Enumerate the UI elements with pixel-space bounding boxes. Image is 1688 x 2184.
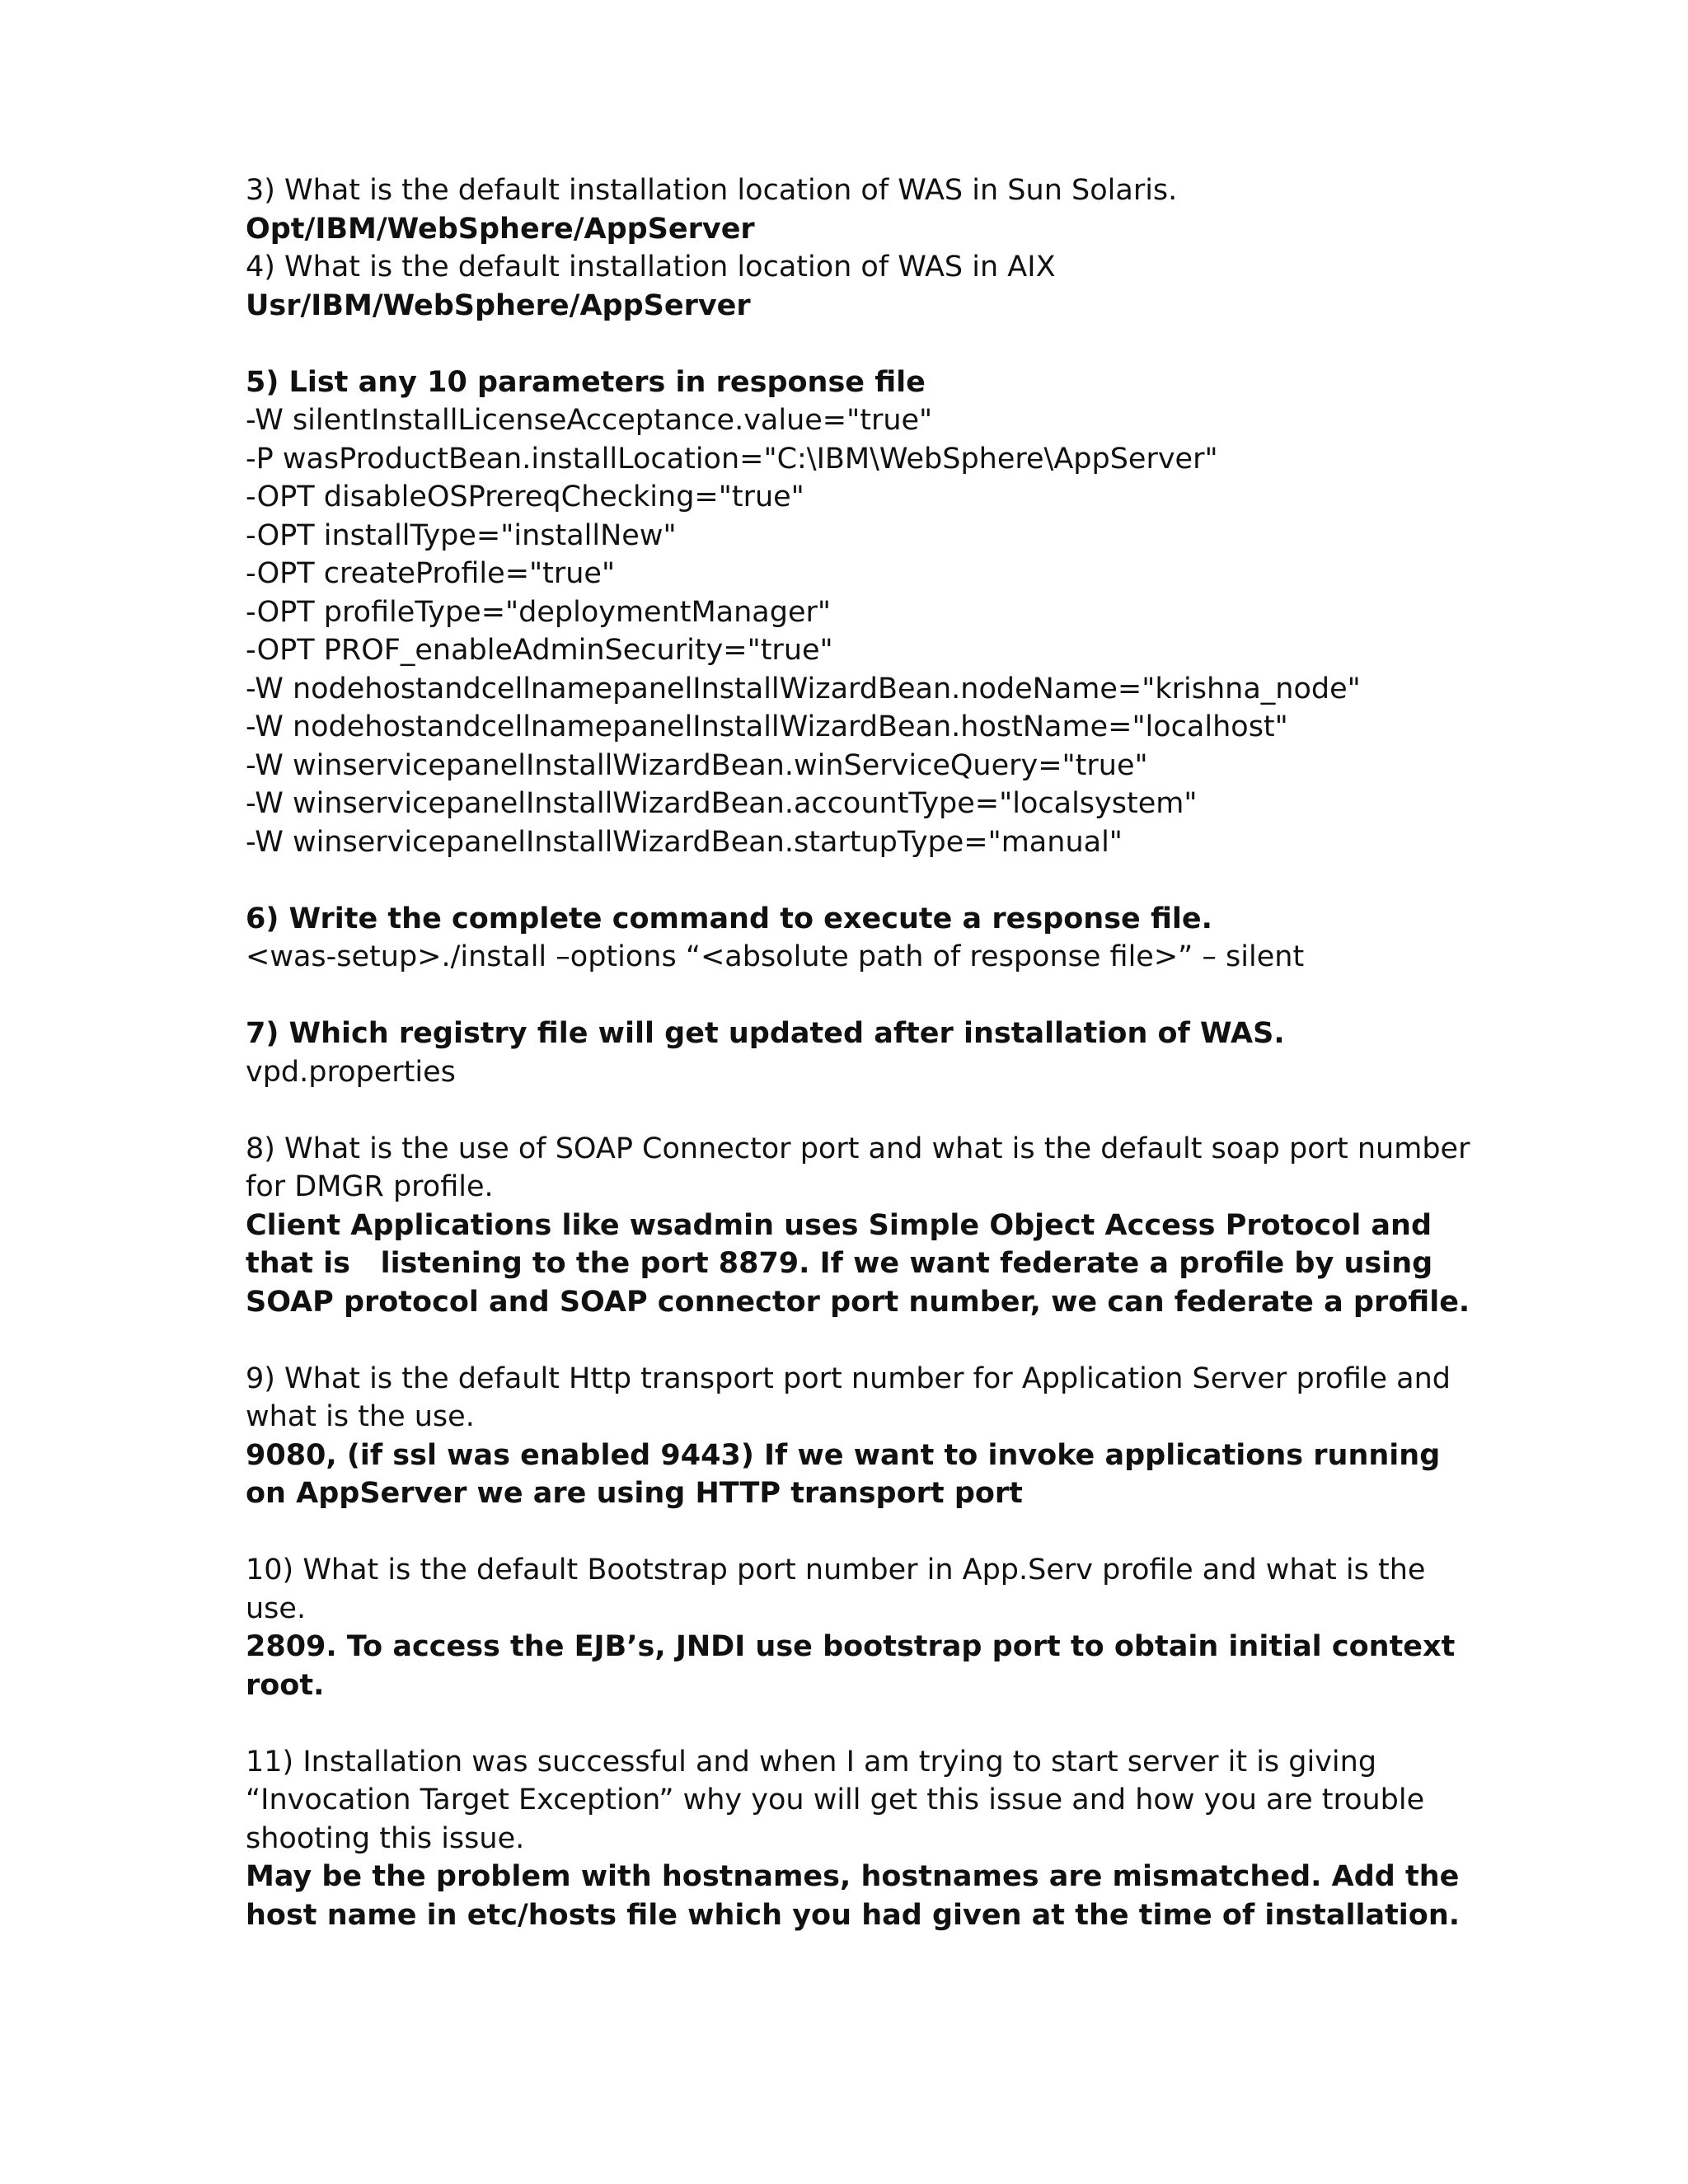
question-11-line: “Invocation Target Exception” why you will get this issue and how you are trouble — [246, 1783, 1425, 1816]
question-11-line: shooting this issue. — [246, 1821, 525, 1855]
question-7: 7) Which registry file will get updated after installation of WAS. — [246, 1017, 1285, 1050]
param-line: -W nodehostandcellnamepanelInstallWizardBean.nodeName="krishna_node" — [246, 672, 1361, 705]
param-line: -OPT profileType="deploymentManager" — [246, 595, 831, 629]
spacer — [246, 325, 1449, 363]
document-page — [246, 171, 1470, 1934]
answer-8-line: SOAP protocol and SOAP connector port number, we can federate a profile. — [246, 1285, 1470, 1319]
question-11-line: 11) Installation was successful and when I am trying to start server it is giving — [246, 1745, 1377, 1779]
question-10-line: 10) What is the default Bootstrap port number in App.Serv profile and what is the — [246, 1554, 1426, 1586]
answer-8-line: Client Applications like wsadmin uses Simple Object Access Protocol and — [246, 1208, 1432, 1242]
param-line: -P wasProductBean.installLocation="C:\IBM\WebSphere\AppServer" — [246, 442, 1218, 476]
answer-11-line: host name in etc/hosts file which you had given at the time of installation. — [246, 1898, 1461, 1932]
question-10-line: use. — [246, 1591, 307, 1625]
spacer — [246, 1513, 1449, 1552]
param-line: -OPT createProfile="true" — [246, 557, 616, 590]
answer-8-line: that is listening to the port 8879. If we want federate a profile by using — [246, 1247, 1433, 1280]
answer-9-line: 9080, (if ssl was enabled 9443) If we want to invoke applications running — [246, 1438, 1441, 1472]
spacer — [246, 977, 1449, 1015]
spacer — [246, 1704, 1449, 1743]
spacer — [246, 1321, 1449, 1360]
answer-10-line: root. — [246, 1668, 325, 1702]
question-3: 3) What is the default installation location of WAS in Sun Solaris. — [246, 174, 1178, 207]
question-9-line: what is the use. — [246, 1400, 475, 1433]
param-line: -W winservicepanelInstallWizardBean.accountType="localsystem" — [246, 787, 1198, 820]
param-line: -OPT PROF_enableAdminSecurity="true" — [246, 634, 833, 667]
spacer — [246, 861, 1449, 900]
param-line: -W silentInstallLicenseAcceptance.value="true" — [246, 404, 933, 437]
question-8-line: 8) What is the use of SOAP Connector port and what is the default soap port number — [246, 1132, 1470, 1165]
answer-7: vpd.properties — [246, 1055, 456, 1089]
param-line: -W winservicepanelInstallWizardBean.winServiceQuery="true" — [246, 748, 1148, 782]
question-4: 4) What is the default installation location of WAS in AIX — [246, 251, 1056, 284]
param-line: -OPT disableOSPrereqChecking="true" — [246, 480, 804, 513]
question-6: 6) Write the complete command to execute a response file. — [246, 902, 1212, 935]
param-line: -W nodehostandcellnamepanelInstallWizardBean.hostName="localhost" — [246, 710, 1288, 743]
answer-10-line: 2809. To access the EJB’s, JNDI use bootstrap port to obtain initial context — [246, 1630, 1456, 1663]
answer-3: Opt/IBM/WebSphere/AppServer — [246, 212, 755, 246]
answer-11-line: May be the problem with hostnames, hostnames are mismatched. Add the — [246, 1860, 1460, 1893]
answer-9-line: on AppServer we are using HTTP transport port — [246, 1477, 1023, 1510]
answer-6: <was-setup>./install –options “<absolute path of response file>” – silent — [246, 940, 1305, 973]
param-line: -OPT installType="installNew" — [246, 518, 677, 552]
param-line: -W winservicepanelInstallWizardBean.startupType="manual" — [246, 825, 1123, 859]
spacer — [246, 1091, 1449, 1130]
question-5: 5) List any 10 parameters in response file — [246, 365, 926, 399]
question-9-line: 9) What is the default Http transport port number for Application Server profile and — [246, 1361, 1451, 1395]
answer-4: Usr/IBM/WebSphere/AppServer — [246, 288, 751, 322]
question-8-line: for DMGR profile. — [246, 1170, 494, 1203]
